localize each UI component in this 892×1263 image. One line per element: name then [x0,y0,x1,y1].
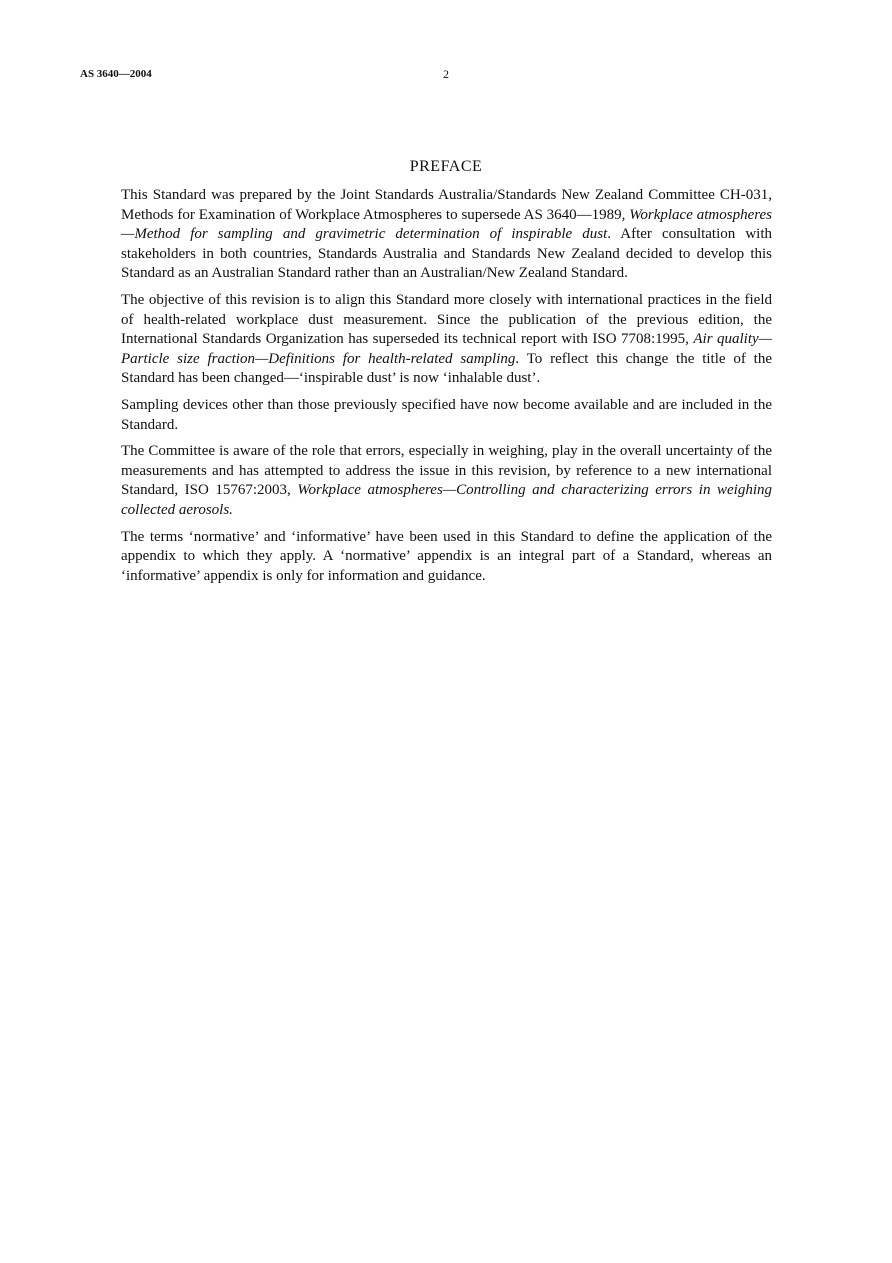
paragraph-1-text-a: This Standard was prepared by the Joint Standards Australia/Standards New Zealand Committee CH-031, Methods for Examination of Workplace Atmospheres to supersede AS 3640—1989, [121,187,772,223]
paragraph-1 [121,186,772,284]
paragraph-3-text-a: Sampling devices other than those previously specified have now become available and are included in the Standard. [121,396,772,433]
page-number: 2 [443,67,449,81]
paragraph-4-text-a: The Committee is aware of the role that errors, especially in weighing, play in the overall uncertainty of the measurements and has attempted to address the issue in this revision, by reference to a new international Standard, ISO 15767:2003, [121,443,772,499]
paragraph-2 [121,291,772,389]
paragraph-3 [121,396,772,435]
paragraph-1-text-c: . After consultation with stakeholders in both countries, Standards Australia and Standards New Zealand decided to develop this Standard as an Australian Standard rather than an Australian/New Zealand Standard. [121,226,772,282]
preface-body [121,186,772,593]
paragraph-5 [121,528,772,587]
paragraph-2-text-c: . To reflect this change the title of the Standard has been changed—‘inspirable dust’ is now ‘inhalable dust’. [121,350,773,387]
paragraph-4 [121,442,772,520]
paragraph-2-text-a: The objective of this revision is to align this Standard more closely with international practices in the field of health-related workplace dust measurement. Since the publication of the previous edition, the International Standards Organization has superseded its technical report with ISO 7708:1995, [121,291,772,348]
iso-15767-title: Workplace atmospheres—Controlling and characterizing errors in weighing collected aerosols. [121,482,772,518]
page-title: PREFACE [409,158,483,175]
superseded-standard-title: Workplace atmospheres—Method for sampling and gravimetric determination of inspirable dust [121,206,773,243]
paragraph-5-text-a: The terms ‘normative’ and ‘informative’ have been used in this Standard to define the application of the appendix to which they apply. A ‘normative’ appendix is an integral part of a Standard, whereas an ‘informative’ appendix is only for information and guidance. [121,528,772,584]
iso-7708-title: Air quality—Particle size fraction—Definitions for health-related sampling [121,331,772,367]
running-head: AS 3640—2004 [80,68,152,80]
